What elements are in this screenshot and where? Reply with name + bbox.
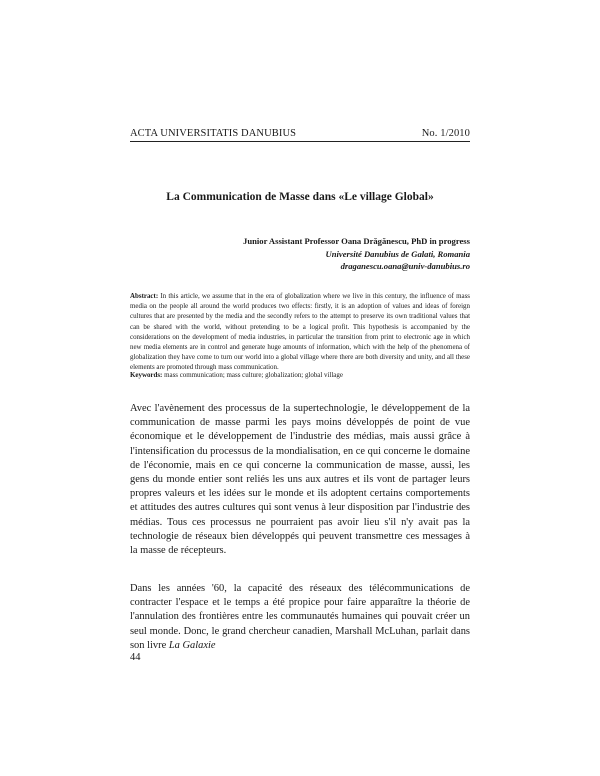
abstract-text: In this article, we assume that in the era of globalization where we live in this century, the influence of mass media on the people all around the world produces two effects: firstly, it is an adoption of values and ideas of foreign cultures that are presented by the media and the secondly refers to the attempt to preserve its own traditional values that can be shared with the world, without pretending to be a logical profit. This hypothesis is accompanied by the considerations on the development of media industries, in particular the transition from print to electronic age in which new media elements are in control and generate huge amounts of information, which with the help of the phenomena of globalization they have come to turn our world into a global village where there are both diversity and unity, and all these elements are promoted through mass communication. xyxy=(130,292,470,372)
journal-name: ACTA UNIVERSITATIS DANUBIUS xyxy=(130,128,297,139)
author-affiliation: Université Danubius de Galati, Romania xyxy=(325,248,470,259)
page-number: 44 xyxy=(130,652,141,663)
article-title: La Communication de Masse dans «Le village Global» xyxy=(166,191,434,203)
author-name: Junior Assistant Professor Oana Drăgănescu, PhD in progress xyxy=(243,236,470,246)
abstract xyxy=(130,291,470,373)
keywords xyxy=(130,370,470,380)
book-title: La Galaxie xyxy=(168,639,216,651)
issue-number: No. 1/2010 xyxy=(421,128,470,139)
body-paragraph-2-text: Dans les années '60, la capacité des réseaux des télécommunications de contracter l'espace et le temps a été propice pour faire apparaître la théorie de l'annulation des frontières entre les communautés humaines qui pouvait créer un seul monde. Donc, le grand chercheur canadien, Marshall McLuhan, parlait dans son livre xyxy=(130,583,470,651)
author-email: draganescu.oana@univ-danubius.ro xyxy=(340,261,470,271)
keywords-label: Keywords: xyxy=(130,371,163,379)
body-paragraph-1: Avec l'avènement des processus de la supertechnologie, le développement de la communication de masse parmi les pays moins développés de point de vue économique et le développement de l'industrie des médias, mais aussi grâce à l'intensification du processus de la mondialisation, en ce qui concerne le domaine de l'économie, mais en ce qui concerne la communication de masse, aussi, les gens du monde entier sont reliés les uns aux autres et ils vont de partager leurs propres valeurs et les idées sur le monde et ils adoptent certains comportements et attitudes des autres cultures qui sont venus à leur disposition par l'industrie des médias. Tous ces processus ne pourraient pas avoir lieu s'il n'y avait pas la technologie de réseaux bien développés qui peuvent transmettre ces messages à la masse de récepteurs. xyxy=(130,403,470,557)
author-block xyxy=(243,235,470,273)
keywords-text: mass communication; mass culture; globalization; global village xyxy=(162,371,343,379)
running-header xyxy=(130,127,470,142)
abstract-label: Abstract: xyxy=(130,292,159,300)
body-paragraph-2 xyxy=(130,582,470,653)
